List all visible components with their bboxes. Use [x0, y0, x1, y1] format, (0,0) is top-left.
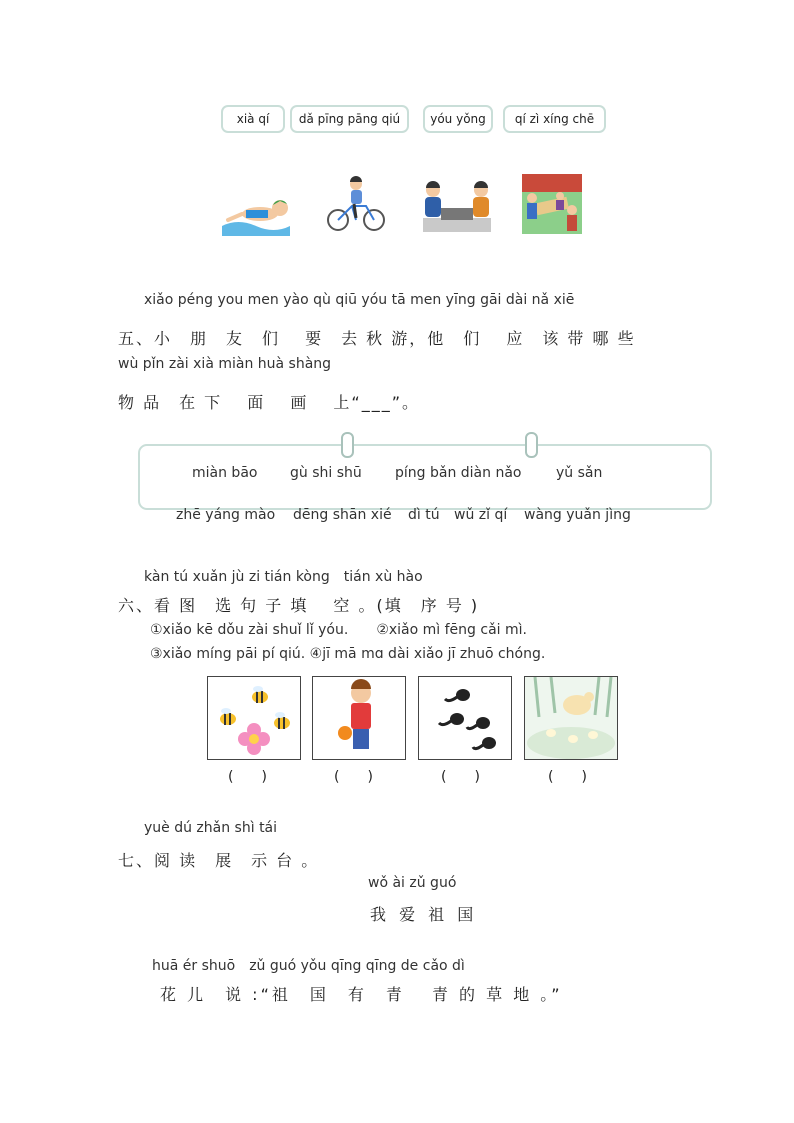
- section5-pinyin-line2: wù pǐn zài xià miàn huà shàng: [118, 356, 332, 372]
- item-zhe-yang-mao: zhē yáng mào: [176, 507, 276, 523]
- item-di-tu: dì tú: [408, 507, 440, 523]
- bag-item-yu-san: yǔ sǎn: [556, 465, 603, 481]
- picture-hen-chicks: [524, 676, 618, 760]
- ping-pong-illustration: [522, 174, 582, 234]
- answer-blank-2[interactable]: ( ): [334, 769, 373, 785]
- bag-clip-left: [341, 432, 354, 458]
- answer-blank-4[interactable]: ( ): [548, 769, 587, 785]
- poem-title-hanzi: 我 爱 祖 国: [370, 905, 478, 924]
- picture-tadpoles: [418, 676, 512, 760]
- chess-illustration: [419, 180, 495, 234]
- poem-title-pinyin: wǒ ài zǔ guó: [368, 875, 457, 891]
- bag-item-mian-bao: miàn bāo: [192, 465, 258, 481]
- item-deng-shan-xie: dēng shān xié: [293, 507, 392, 523]
- section6-hanzi: 六、看 图 选 句 子 填 空 。(填 序 号 ): [118, 596, 480, 615]
- section6-sentences-2: ③xiǎo míng pāi pí qiú. ④jī mā mɑ dài xiǎo jī zhuō chóng.: [150, 646, 546, 662]
- label-box-you-yong: yóu yǒng: [423, 105, 493, 133]
- section7-pinyin: yuè dú zhǎn shì tái: [144, 820, 278, 836]
- label-box-xia-qi: xià qí: [221, 105, 285, 133]
- section6-pinyin: kàn tú xuǎn jù zi tián kòng tián xù hào: [144, 569, 423, 585]
- swimming-illustration: [220, 190, 292, 238]
- label-box-da-ping-pang-qiu: dǎ pīng pāng qiú: [290, 105, 409, 133]
- section6-sentences-1: ①xiǎo kē dǒu zài shuǐ lǐ yóu. ②xiǎo mì fēng cǎi mì.: [150, 622, 527, 638]
- poem-line1-hanzi: 花 儿 说 :“祖 国 有 青 青 的 草 地 。”: [160, 985, 563, 1004]
- bag-clip-right: [525, 432, 538, 458]
- poem-line1-pinyin: huā ér shuō zǔ guó yǒu qīng qīng de cǎo dì: [152, 958, 465, 974]
- picture-bees: [207, 676, 301, 760]
- item-wu-zi-qi: wǔ zǐ qí: [454, 507, 508, 523]
- bag-item-gu-shi-shu: gù shi shū: [290, 465, 362, 481]
- answer-blank-1[interactable]: ( ): [228, 769, 267, 785]
- section5-hanzi-line1: 五、小 朋 友 们 要 去 秋 游，他 们 应 该 带 哪 些: [118, 329, 636, 348]
- section5-hanzi-line2: 物 品 在 下 面 画 上“___”。: [118, 393, 421, 412]
- label-box-qi-zi-xing-che: qí zì xíng chē: [503, 105, 606, 133]
- answer-blank-3[interactable]: ( ): [441, 769, 480, 785]
- item-wang-yuan-jing: wàng yuǎn jìng: [524, 507, 631, 523]
- section5-pinyin-line1: xiǎo péng you men yào qù qiū yóu tā men yīng gāi dài nǎ xiē: [144, 292, 575, 308]
- section7-hanzi: 七、阅 读 展 示 台 。: [118, 851, 320, 870]
- picture-boy-ball: [312, 676, 406, 760]
- cycling-illustration: [326, 176, 386, 234]
- bag-item-ping-ban-dian-nao: píng bǎn diàn nǎo: [395, 465, 522, 481]
